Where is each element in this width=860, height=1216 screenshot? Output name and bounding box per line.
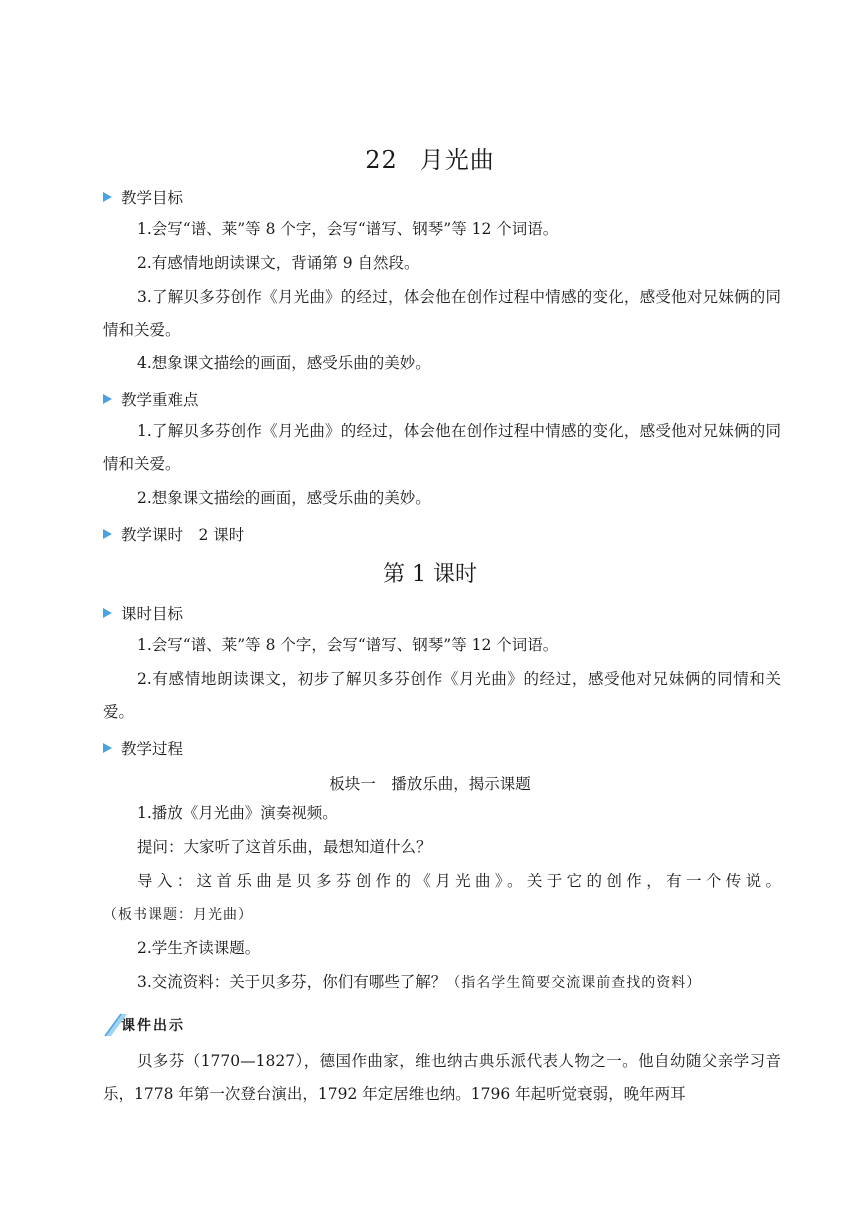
section-heading: 教学重难点 xyxy=(121,391,199,409)
section-key-points xyxy=(103,388,199,410)
section-heading: 教学过程 xyxy=(121,740,184,758)
triangle-bullet-icon xyxy=(103,192,112,202)
triangle-bullet-icon xyxy=(103,743,112,753)
goal-item: 4.想象课文描绘的画面，感受乐曲的美妙。 xyxy=(137,354,431,372)
process-intro xyxy=(103,865,781,932)
step3-text: 3.交流资料：关于贝多芬，你们有哪些了解？ xyxy=(137,973,447,991)
key-point-item: 1.了解贝多芬创作《月光曲》的经过，体会他在创作过程中情感的变化，感受他对兄妹俩的同情和关爱。 xyxy=(103,422,781,473)
period-goal-item: 2.有感情地朗读课文，初步了解贝多芬创作《月光曲》的经过，感受他对兄妹俩的同情和关爱。 xyxy=(103,670,781,721)
triangle-bullet-icon xyxy=(103,394,112,404)
section-heading: 教学课时 2 课时 xyxy=(121,526,245,544)
lesson-name: 月光曲 xyxy=(419,146,495,174)
section-period-goals xyxy=(103,602,183,624)
section-teaching-goals xyxy=(103,186,183,208)
lesson-title xyxy=(0,140,860,175)
intro-note: （板书课题：月光曲） xyxy=(103,907,253,923)
section-heading: 教学目标 xyxy=(121,189,184,207)
courseware-text: 贝多芬（1770—1827），德国作曲家，维也纳古典乐派代表人物之一。他自幼随父亲学习音乐，1778 年第一次登台演出，1792 年定居维也纳。1796 年起听觉衰弱，晚年两耳 xyxy=(103,1052,781,1103)
step3-note: （指名学生简要交流课前查找的资料） xyxy=(446,975,702,991)
lesson-number: 22 xyxy=(365,146,398,174)
intro-text: 导入：这首乐曲是贝多芬创作的《月光曲》。关于它的创作，有一个传说。 xyxy=(137,872,781,890)
period-goal-item: 1.会写“谱、莱”等 8 个字，会写“谱写、钢琴”等 12 个词语。 xyxy=(137,636,559,654)
courseware-pen-icon xyxy=(103,1012,129,1038)
section-periods xyxy=(103,523,244,545)
process-question: 提问：大家听了这首乐曲，最想知道什么？ xyxy=(137,838,432,856)
courseware-label-text: 课件出示 xyxy=(121,1018,185,1034)
triangle-bullet-icon xyxy=(103,529,112,539)
period-title: 第 1 课时 xyxy=(383,562,477,587)
section-process xyxy=(103,737,183,759)
goal-item: 1.会写“谱、莱”等 8 个字，会写“谱写、钢琴”等 12 个词语。 xyxy=(137,220,559,238)
process-step xyxy=(103,966,781,1000)
block-title: 板块一 播放乐曲，揭示课题 xyxy=(329,775,531,793)
goal-item: 3.了解贝多芬创作《月光曲》的经过，体会他在创作过程中情感的变化，感受他对兄妹俩的同情和关爱。 xyxy=(103,288,781,339)
process-step: 2.学生齐读课题。 xyxy=(137,939,261,957)
triangle-bullet-icon xyxy=(103,608,112,618)
courseware-label xyxy=(103,1010,185,1040)
section-heading: 课时目标 xyxy=(121,605,184,623)
key-point-item: 2.想象课文描绘的画面，感受乐曲的美妙。 xyxy=(137,489,431,507)
process-step: 1.播放《月光曲》演奏视频。 xyxy=(137,804,338,822)
goal-item: 2.有感情地朗读课文，背诵第 9 自然段。 xyxy=(137,254,420,272)
